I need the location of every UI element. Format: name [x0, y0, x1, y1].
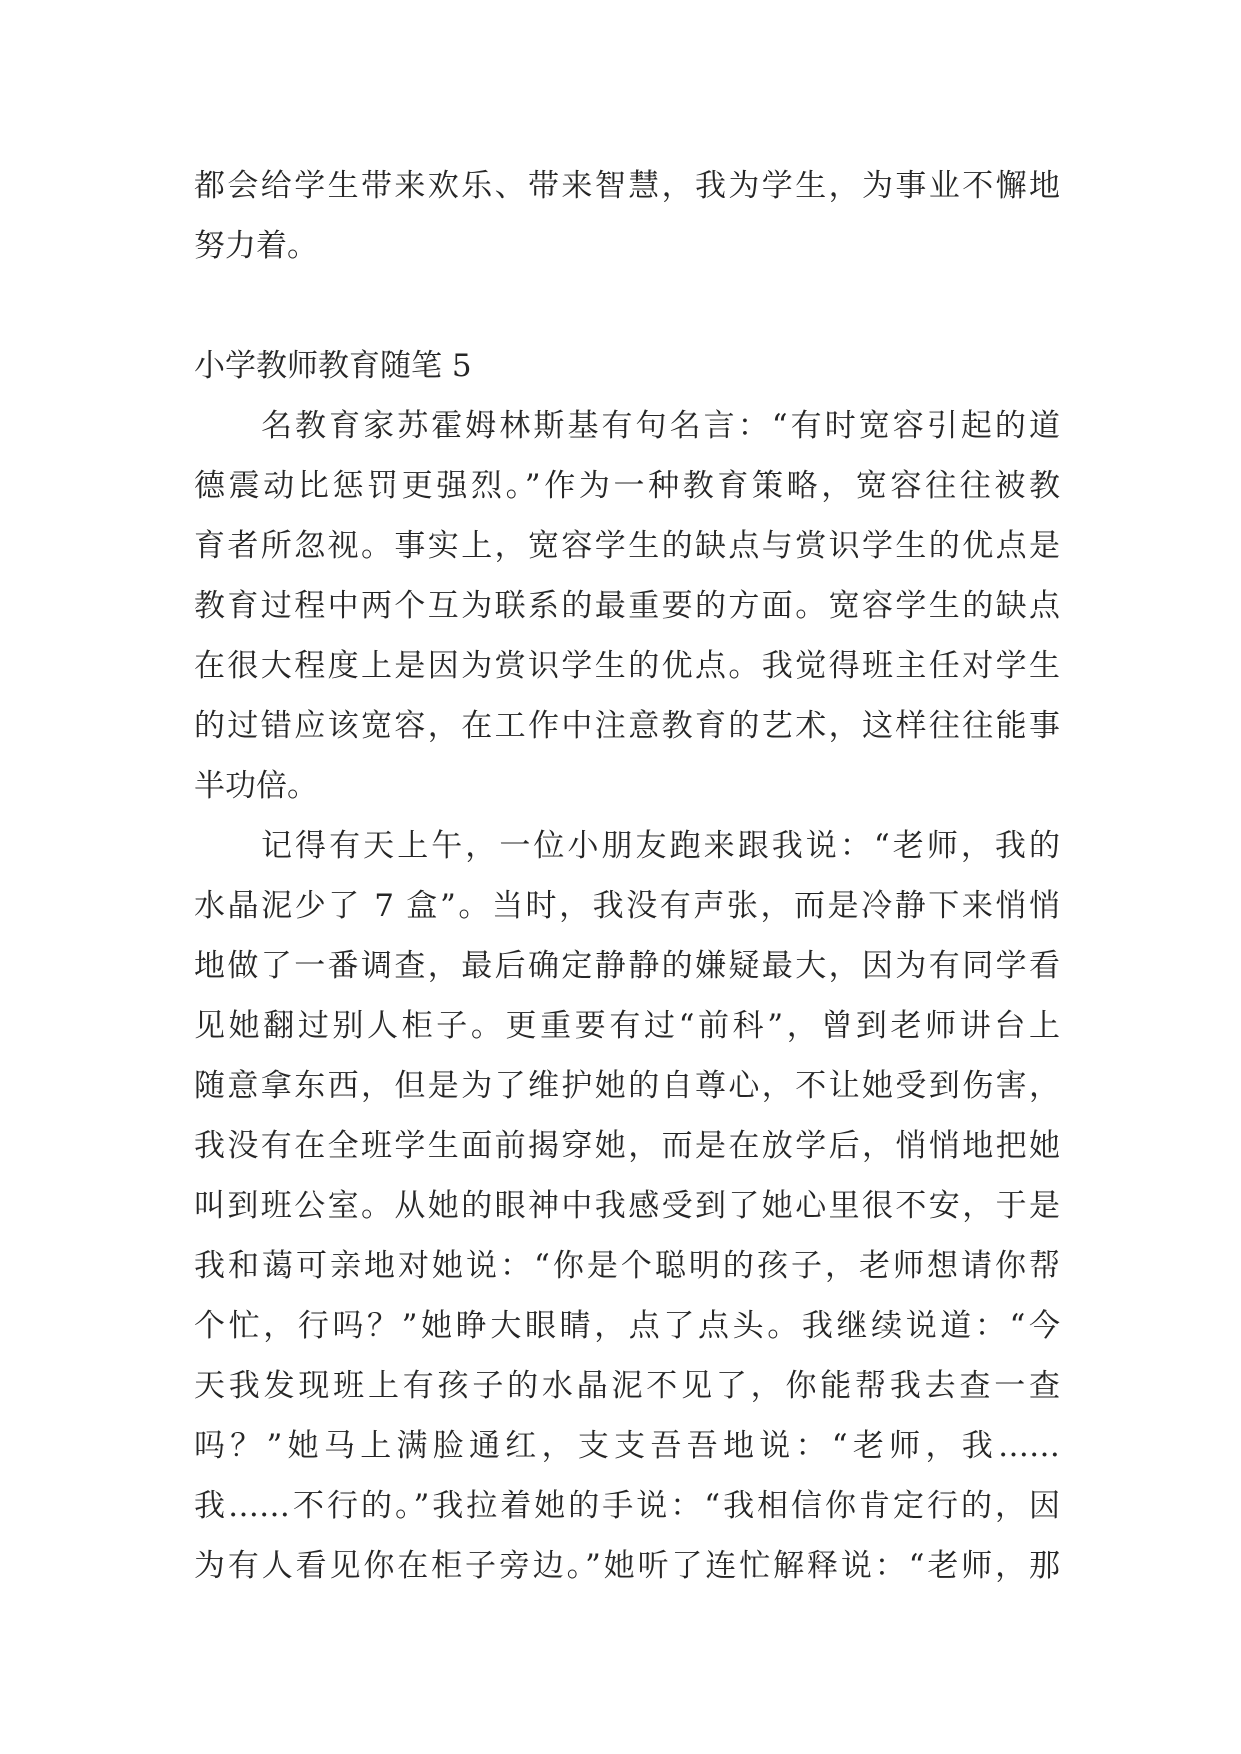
- text-line: 努力着。: [194, 228, 318, 264]
- text-line: 都会给学生带来欢乐、带来智慧，我为学生，为事业不懈地: [194, 168, 1060, 204]
- continued-paragraph: [194, 156, 1060, 276]
- text-line: 在很大程度上是因为赏识学生的优点。我觉得班主任对学生: [194, 648, 1060, 684]
- paragraph: [194, 816, 1060, 1596]
- text-line: 见她翻过别人柜子。更重要有过“前科”，曾到老师讲台上: [194, 1008, 1060, 1044]
- text-line: 个忙，行吗？”她睁大眼睛，点了点头。我继续说道：“今: [194, 1308, 1060, 1344]
- text-line: 水晶泥少了 7 盒”。当时，我没有声张，而是冷静下来悄悄: [194, 888, 1060, 924]
- text-line: 育者所忽视。事实上，宽容学生的缺点与赏识学生的优点是: [194, 528, 1060, 564]
- text-line: 吗？”她马上满脸通红，支支吾吾地说：“老师，我……: [194, 1428, 1060, 1464]
- text-line: 天我发现班上有孩子的水晶泥不见了，你能帮我去查一查: [194, 1368, 1060, 1404]
- blank-line: [194, 276, 1060, 336]
- text-line: 的过错应该宽容，在工作中注意教育的艺术，这样往往能事: [194, 708, 1060, 744]
- text-line: 半功倍。: [194, 768, 318, 804]
- text-line: 名教育家苏霍姆林斯基有句名言：“有时宽容引起的道: [261, 408, 1060, 444]
- text-line: 我……不行的。”我拉着她的手说：“我相信你肯定行的，因: [194, 1488, 1060, 1524]
- text-line: 随意拿东西，但是为了维护她的自尊心，不让她受到伤害，: [194, 1068, 1060, 1104]
- text-line: 我没有在全班学生面前揭穿她，而是在放学后，悄悄地把她: [194, 1128, 1060, 1164]
- text-line: 教育过程中两个互为联系的最重要的方面。宽容学生的缺点: [194, 588, 1060, 624]
- text-line: 叫到班公室。从她的眼神中我感受到了她心里很不安，于是: [194, 1188, 1060, 1224]
- text-line: 为有人看见你在柜子旁边。”她听了连忙解释说：“老师，那: [194, 1548, 1060, 1584]
- body-text: [194, 156, 1060, 1596]
- text-line: 记得有天上午，一位小朋友跑来跟我说：“老师，我的: [261, 828, 1060, 864]
- paragraph: [194, 396, 1060, 816]
- text-line: 德震动比惩罚更强烈。”作为一种教育策略，宽容往往被教: [194, 468, 1060, 504]
- text-line: 地做了一番调查，最后确定静静的嫌疑最大，因为有同学看: [194, 948, 1060, 984]
- section-heading: 小学教师教育随笔 5: [194, 348, 472, 384]
- text-line: 我和蔼可亲地对她说：“你是个聪明的孩子，老师想请你帮: [194, 1248, 1060, 1284]
